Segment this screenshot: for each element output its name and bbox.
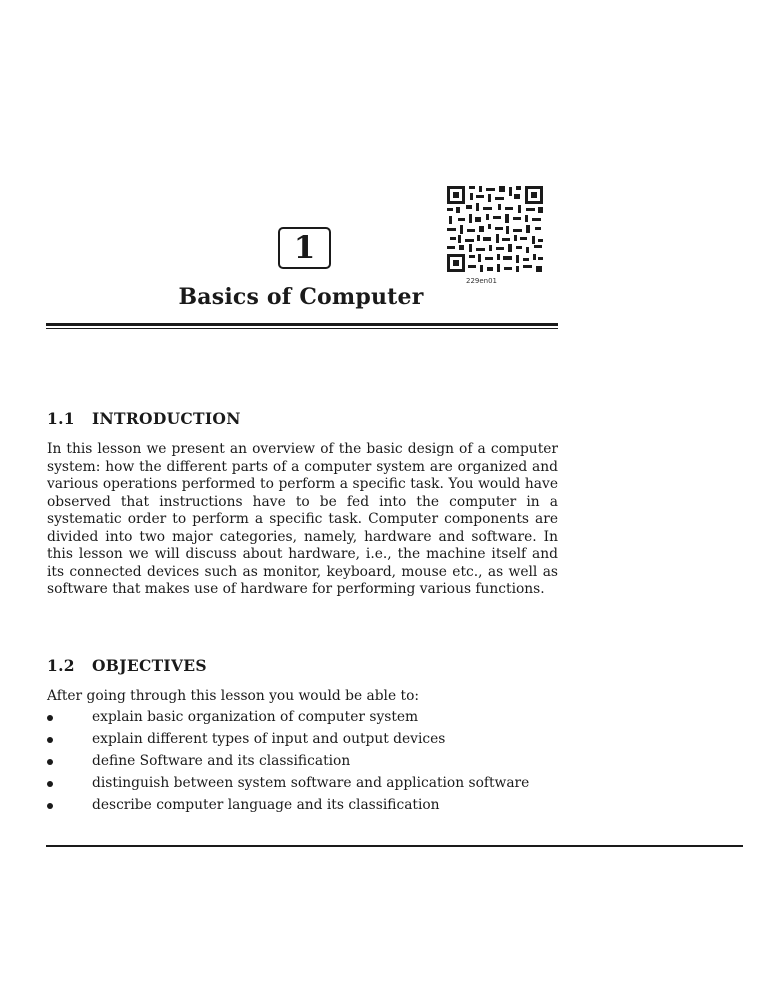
list-item (47, 775, 558, 793)
section-title: OBJECTIVES (92, 656, 207, 675)
section-heading-objectives (47, 656, 207, 675)
section-number: 1.1 (47, 409, 75, 428)
objectives-intro: After going through this lesson you would be able to: (47, 688, 420, 704)
list-item (47, 709, 558, 727)
objective-text: explain basic organization of computer system (92, 708, 419, 725)
title-rule-thick (46, 323, 558, 326)
objective-text: distinguish between system software and application software (92, 774, 530, 791)
list-item (47, 753, 558, 771)
title-rule-thin (46, 328, 558, 329)
objectives-list (47, 709, 558, 815)
bullet-icon (47, 715, 53, 721)
introduction-paragraph: In this lesson we present an overview of the basic design of a computer system: how the different parts of a computer system are organized and various operations performed to perform a specific task. You would have observed that instructions have to be fed into the computer in a systematic order to perform a specific task. Computer components are divided into two major categories, namely, hardware and software. In this lesson we will discuss about hardware, i.e., the machine itself and its connected devices such as monitor, keyboard, mouse etc., as well as software that makes use of hardware for performing various functions. (47, 441, 558, 597)
bullet-icon (47, 781, 53, 787)
qr-code-image (446, 185, 544, 273)
chapter-number-box (278, 227, 331, 269)
page-bottom-rule (46, 845, 743, 847)
list-item (47, 731, 558, 749)
chapter-title: Basics of Computer (178, 284, 424, 310)
objective-text: explain different types of input and output devices (92, 730, 446, 747)
objective-text: describe computer language and its classification (92, 796, 440, 813)
bullet-icon (47, 759, 53, 765)
objective-text: define Software and its classification (92, 752, 351, 769)
section-number: 1.2 (47, 656, 75, 675)
list-item (47, 797, 558, 815)
objectives-block (47, 688, 558, 819)
bullet-icon (47, 737, 53, 743)
section-heading-introduction (47, 409, 241, 428)
section-title: INTRODUCTION (92, 409, 241, 428)
bullet-icon (47, 803, 53, 809)
qr-code-label: 229en01 (466, 277, 498, 285)
chapter-number: 1 (293, 229, 316, 266)
